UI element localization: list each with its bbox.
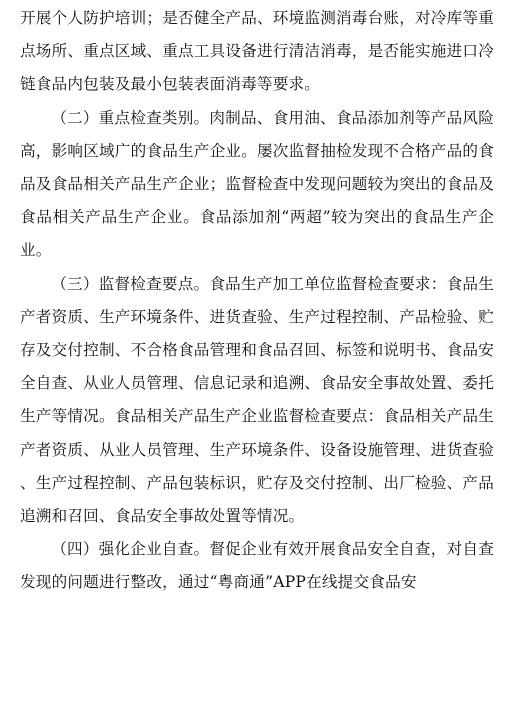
paragraph-key-inspection-categories (20, 102, 494, 268)
paragraph-enterprise-self-inspection (20, 533, 494, 599)
paragraph-continuation (20, 2, 494, 102)
paragraph-text: 肉制品、食用油、食品添加剂等产品风险高，影响区域广的食品生产企业。屡次监督抽检发现不合格产品的食品及食品相关产品生产企业；监督检查中发现问题较为突出的食品及食品相关产品生产企业。食品添加剂“两超”较为突出的食品生产企业。 (20, 108, 494, 260)
paragraph-text: 开展个人防护培训；是否健全产品、环境监测消毒台账，对冷库等重点场所、重点区域、重点工具设备进行清洁消毒，是否能实施进口冷链食品内包装及最小包装表面消毒等要求。 (20, 9, 494, 94)
section-heading-enterprise-self-inspection: （四）强化企业自查。 (51, 540, 210, 559)
paragraph-text: 食品生产加工单位监督检查要求：食品生产者资质、生产环境条件、进货查验、生产过程控制、产品检验、贮存及交付控制、不合格食品管理和食品召回、标签和说明书、食品安全自查、从业人员管理、信息记录和追溯、食品安全事故处置、委托生产等情况。食品相关产品生产企业监督检查要点：食品相关产品生产者资质、从业人员管理、生产环境条件、设备设施管理、进货查验 、生产过程控制、产品包装标识，贮存及交付控制、出厂检验、产品追溯和召回、食品安全事故处置等情况。 (20, 274, 494, 526)
paragraph-text: 督促企业有效开展食品安全自查，对自查发现的问题进行整改，通过“粤商通”APP在线提交食品安 (20, 540, 494, 592)
section-heading-inspection-points: （三）监督检查要点。 (51, 274, 210, 293)
paragraph-inspection-points (20, 268, 494, 534)
section-heading-key-inspection-categories: （二）重点检查类别。 (51, 108, 210, 127)
